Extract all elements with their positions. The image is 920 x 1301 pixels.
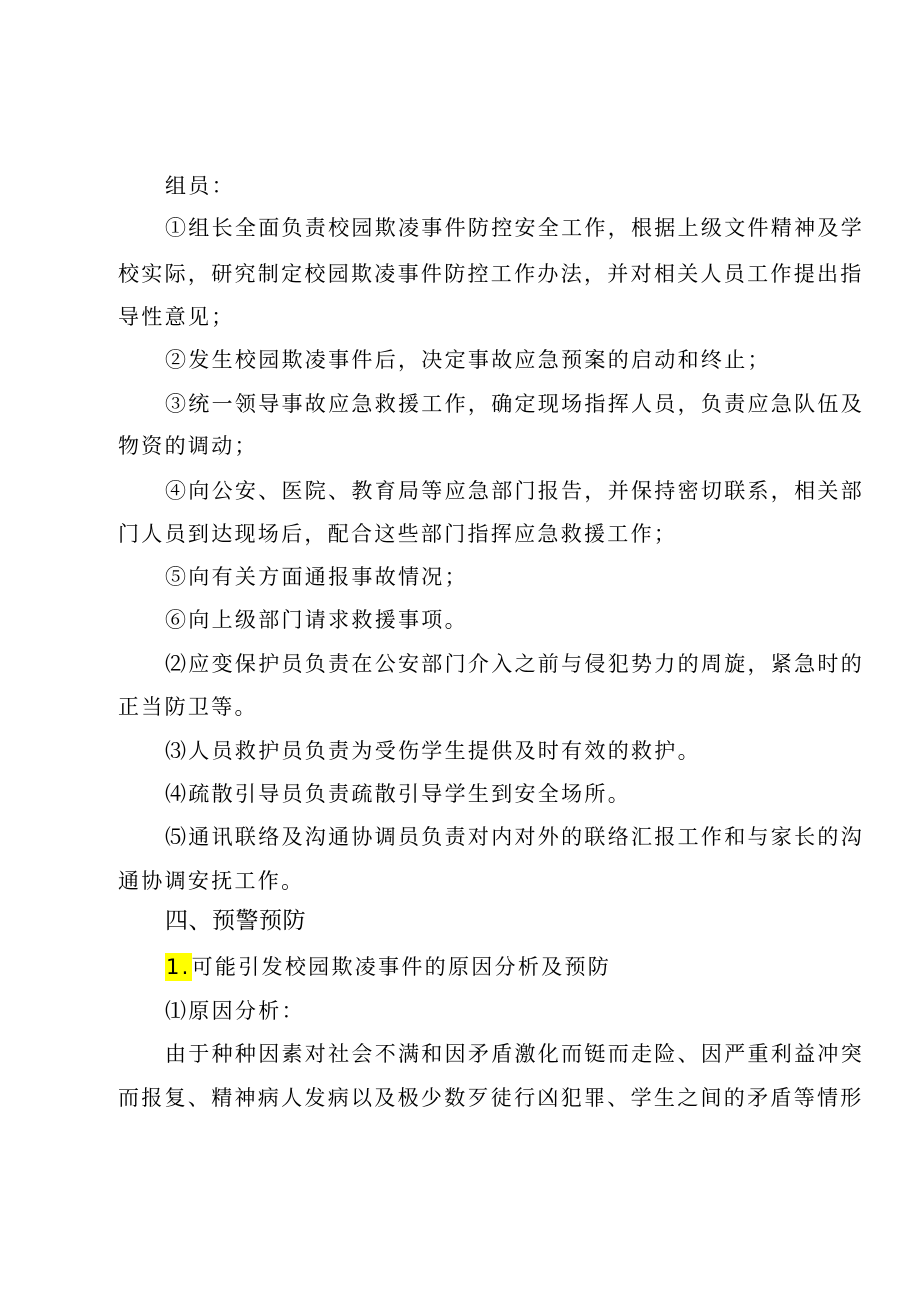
paragraph-line: ⑵应变保护员负责在公安部门介入之前与侵犯势力的周旋，紧急时的 — [165, 652, 864, 676]
highlighted-number: 1. — [166, 955, 191, 979]
paragraph-line: ③统一领导事故应急救援工作，确定现场指挥人员，负责应急队伍及 — [165, 392, 864, 416]
sub-item-title — [165, 953, 611, 981]
paragraph-line: 门人员到达现场后，配合这些部门指挥应急救援工作； — [118, 522, 678, 546]
paragraph-line: ⑥向上级部门请求救援事项。 — [165, 608, 468, 632]
paragraph-line: 正当防卫等。 — [118, 695, 258, 719]
paragraph-line: ①组长全面负责校园欺凌事件防控安全工作，根据上级文件精神及学 — [165, 216, 864, 240]
paragraph-line: ⑷疏散引导员负责疏散引导学生到安全场所。 — [165, 782, 631, 806]
paragraph-line: 由于种种因素对社会不满和因矛盾激化而铤而走险、因严重利益冲突 — [165, 1042, 864, 1066]
paragraph-line: ④向公安、医院、教育局等应急部门报告，并保持密切联系，相关部 — [165, 479, 864, 503]
paragraph-line: 物资的调动； — [118, 434, 258, 458]
analysis-label: ⑴原因分析： — [165, 999, 305, 1023]
paragraph-line: ⑸通讯联络及沟通协调员负责对内对外的联络汇报工作和与家长的沟 — [165, 825, 864, 849]
paragraph-line: 组员： — [165, 174, 235, 198]
paragraph-line: ⑤向有关方面通报事故情况； — [165, 565, 468, 589]
paragraph-line: ②发生校园欺凌事件后，决定事故应急预案的启动和终止； — [165, 348, 771, 372]
paragraph-line: 校实际，研究制定校园欺凌事件防控工作办法，并对相关人员工作提出指 — [118, 262, 864, 286]
sub-item-text: 可能引发校园欺凌事件的原因分析及预防 — [191, 955, 612, 979]
paragraph-line: 通协调安抚工作。 — [118, 869, 305, 893]
paragraph-line: 而报复、精神病人发病以及极少数歹徒行凶犯罪、学生之间的矛盾等情形 — [118, 1086, 864, 1110]
paragraph-line: ⑶人员救护员负责为受伤学生提供及时有效的救护。 — [165, 739, 701, 763]
section-heading: 四、预警预防 — [165, 908, 306, 934]
paragraph-line: 导性意见； — [118, 305, 235, 329]
